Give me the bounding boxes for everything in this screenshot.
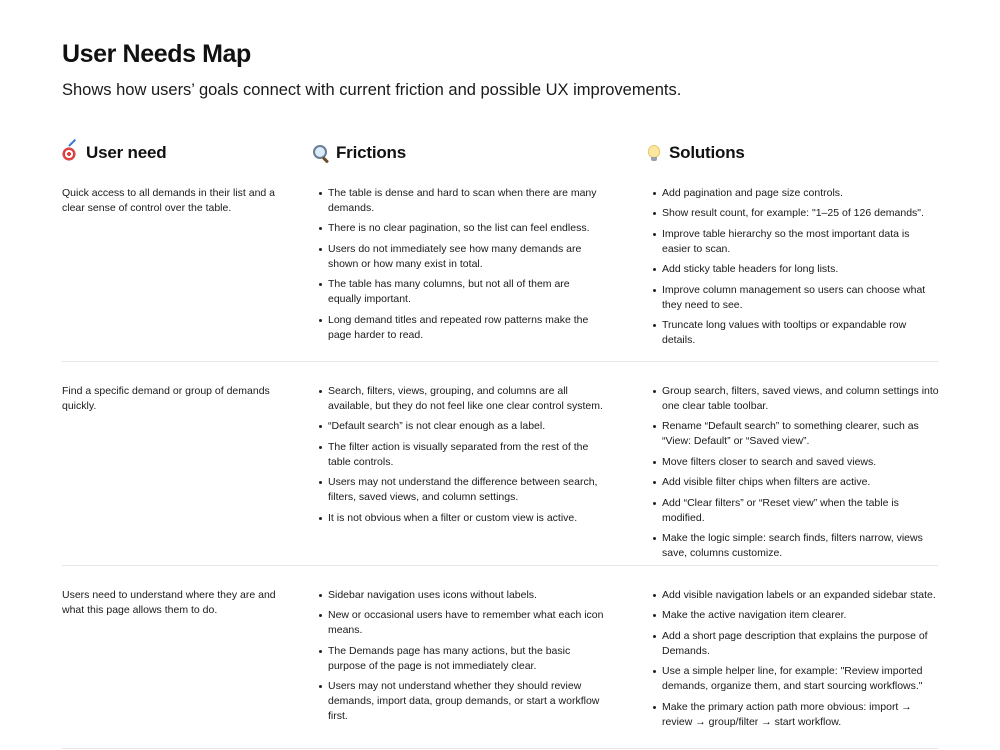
solution-item: Add visible navigation labels or an expanded sidebar state. xyxy=(649,588,939,603)
solution-item: Add sticky table headers for long lists. xyxy=(649,262,939,277)
solution-item: Improve column management so users can choose what they need to see. xyxy=(649,283,939,313)
solution-item: Group search, filters, saved views, and column settings into one clear table toolbar. xyxy=(649,384,939,414)
friction-item: Users may not understand whether they should review demands, import data, group demands, or start a workflow first. xyxy=(315,679,605,724)
solutions-list xyxy=(649,186,939,353)
friction-item: There is no clear pagination, so the list can feel endless. xyxy=(315,221,605,236)
frictions-list xyxy=(315,588,605,730)
solution-item: Show result count, for example: "1–25 of 126 demands". xyxy=(649,206,939,221)
solution-item: Add “Clear filters” or “Reset view” when the table is modified. xyxy=(649,496,939,526)
friction-item: The filter action is visually separated from the rest of the table controls. xyxy=(315,440,605,470)
friction-item: Sidebar navigation uses icons without labels. xyxy=(315,588,605,603)
solution-item: Add pagination and page size controls. xyxy=(649,186,939,201)
solution-item: Add visible filter chips when filters are active. xyxy=(649,475,939,490)
page-title: User Needs Map xyxy=(62,40,251,68)
column-header-solutions xyxy=(645,143,745,163)
solutions-list xyxy=(649,384,939,566)
row-divider xyxy=(62,748,938,749)
row-divider xyxy=(62,565,938,566)
column-header-label: Solutions xyxy=(669,143,745,162)
user-need-text: Quick access to all demands in their list and a clear sense of control over the table. xyxy=(62,187,276,214)
solution-item: Rename “Default search” to something clearer, such as “View: Default” or “Saved view”. xyxy=(649,419,939,449)
friction-item: The table is dense and hard to scan when there are many demands. xyxy=(315,186,605,216)
frictions-list xyxy=(315,384,605,531)
page-subtitle: Shows how users’ goals connect with current friction and possible UX improvements. xyxy=(62,81,682,99)
column-header-label: Frictions xyxy=(336,143,406,162)
user-need-text: Users need to understand where they are and what this page allows them to do. xyxy=(62,589,276,616)
friction-item: The Demands page has many actions, but the basic purpose of the page is not immediately clear. xyxy=(315,644,605,674)
friction-item: It is not obvious when a filter or custom view is active. xyxy=(315,511,605,526)
solution-item: Use a simple helper line, for example: "Review imported demands, organize them, and start sourcing workflows." xyxy=(649,664,939,694)
row-divider xyxy=(62,361,938,362)
friction-item: Users do not immediately see how many demands are shown or how many exist in total. xyxy=(315,242,605,272)
frictions-list xyxy=(315,186,605,348)
user-need-text: Find a specific demand or group of demands quickly. xyxy=(62,385,270,412)
friction-item: Users may not understand the difference between search, filters, saved views, and column settings. xyxy=(315,475,605,505)
column-header-user-need xyxy=(62,143,166,163)
solution-item: Add a short page description that explains the purpose of Demands. xyxy=(649,629,939,659)
magnifying-glass-icon xyxy=(312,144,330,162)
solution-item: Make the primary action path more obvious: import → review → group/filter → start workflow. xyxy=(649,700,939,730)
solution-item: Truncate long values with tooltips or expandable row details. xyxy=(649,318,939,348)
friction-item: “Default search” is not clear enough as a label. xyxy=(315,419,605,434)
column-header-frictions xyxy=(312,143,406,163)
column-header-label: User need xyxy=(86,143,167,162)
solutions-list xyxy=(649,588,939,735)
friction-item: The table has many columns, but not all of them are equally important. xyxy=(315,277,605,307)
friction-item: Long demand titles and repeated row patterns make the page harder to read. xyxy=(315,313,605,343)
light-bulb-icon xyxy=(645,144,663,162)
solution-item: Move filters closer to search and saved views. xyxy=(649,455,939,470)
friction-item: Search, filters, views, grouping, and columns are all available, but they do not feel like one clear control system. xyxy=(315,384,605,414)
direct-hit-target-icon xyxy=(62,144,80,162)
solution-item: Make the logic simple: search finds, filters narrow, views save, columns customize. xyxy=(649,531,939,561)
friction-item: New or occasional users have to remember what each icon means. xyxy=(315,608,605,638)
solution-item: Make the active navigation item clearer. xyxy=(649,608,939,623)
solution-item: Improve table hierarchy so the most important data is easier to scan. xyxy=(649,227,939,257)
